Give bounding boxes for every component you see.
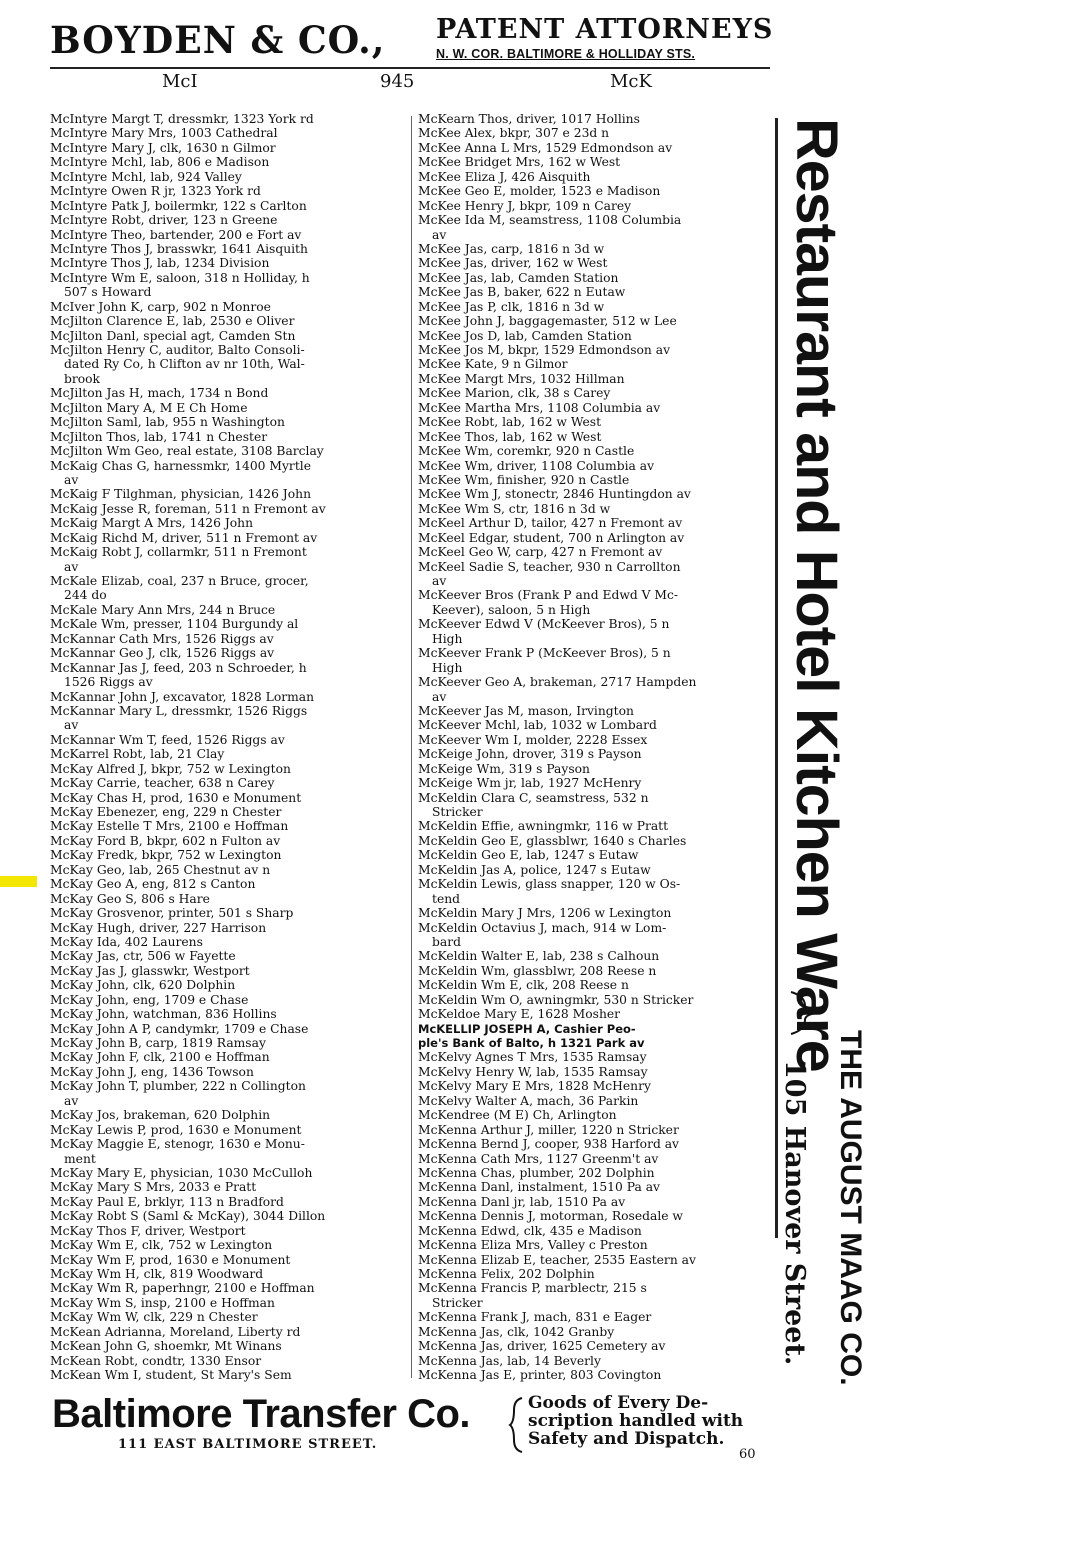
directory-entry: McKean Adrianna, Moreland, Liberty rd: [50, 1324, 301, 1339]
directory-entry: 1526 Riggs av: [64, 675, 153, 690]
directory-entry: McKee Wm J, stonectr, 2846 Huntingdon av: [418, 487, 691, 502]
footer-brace-icon: [508, 1396, 526, 1454]
directory-entry: McKee Alex, bkpr, 307 e 23d n: [418, 126, 610, 141]
directory-entry: McKenna Jas, driver, 1625 Cemetery av: [418, 1339, 666, 1354]
directory-entry: McJilton Clarence E, lab, 2530 e Oliver: [50, 314, 295, 329]
directory-entry: McKay Alfred J, bkpr, 752 w Lexington: [50, 761, 291, 776]
directory-entry: McKenna Francis P, marblectr, 215 s: [418, 1281, 647, 1296]
directory-entry: McKeel Sadie S, teacher, 930 n Carrollton: [418, 559, 681, 574]
directory-entry: McKeel Geo W, carp, 427 n Fremont av: [418, 545, 663, 560]
directory-entry: McKay John, watchman, 836 Hollins: [50, 1007, 277, 1022]
directory-entry: McKannar Jas J, feed, 203 n Schroeder, h: [50, 660, 307, 675]
directory-entry: McIntyre Owen R jr, 1323 York rd: [50, 184, 261, 199]
directory-entry: McKee Henry J, bkpr, 109 n Carey: [418, 198, 632, 213]
directory-entry: McIntyre Patk J, boilermkr, 122 s Carlton: [50, 198, 307, 213]
directory-entry: McKay Ford B, bkpr, 602 n Fulton av: [50, 833, 281, 848]
column-divider: [411, 116, 412, 1378]
directory-entry: McKay John B, carp, 1819 Ramsay: [50, 1036, 266, 1050]
directory-entry: McIntyre Margt T, dressmkr, 1323 York rd: [50, 112, 314, 126]
directory-entry: McKay John J, eng, 1436 Towson: [50, 1064, 254, 1079]
directory-entry: McKay Jas J, glasswkr, Westport: [50, 963, 250, 978]
directory-entry: tend: [432, 891, 461, 906]
directory-entry: McKeldoe Mary E, 1628 Mosher: [418, 1007, 621, 1022]
directory-entry: McKelvy Agnes T Mrs, 1535 Ramsay: [418, 1050, 647, 1065]
directory-entry: McKay Hugh, driver, 227 Harrison: [50, 920, 267, 935]
directory-entry: McKee John J, baggagemaster, 512 w Lee: [418, 314, 677, 329]
directory-entry: McKee Jos M, bkpr, 1529 Edmondson av: [418, 343, 671, 357]
directory-entry: av: [432, 227, 447, 242]
directory-entry: McKay Wm F, prod, 1630 e Monument: [50, 1252, 291, 1267]
directory-entry: McKay Geo A, eng, 812 s Canton: [50, 877, 256, 892]
directory-entry: McKay Wm S, insp, 2100 e Hoffman: [50, 1295, 275, 1310]
directory-entry: bard: [432, 934, 461, 949]
directory-entry: McKenna Eliza Mrs, Valley c Preston: [418, 1238, 648, 1253]
directory-entry: McKenna Elizab E, teacher, 2535 Eastern av: [418, 1252, 696, 1267]
left-column: [50, 112, 422, 1383]
directory-entry: McKelvy Henry W, lab, 1535 Ramsay: [418, 1064, 648, 1079]
guide-right: McK: [610, 71, 652, 92]
directory-entry: McKee Bridget Mrs, 162 w West: [418, 155, 621, 170]
directory-entry: McKee Jas P, clk, 1816 n 3d w: [418, 299, 605, 314]
directory-entry: McKee Kate, 9 n Gilmor: [418, 357, 568, 372]
directory-entry: McIver John K, carp, 902 n Monroe: [50, 299, 271, 314]
directory-entry: McKay Grosvenor, printer, 501 s Sharp: [50, 906, 294, 921]
directory-entry: McKay Geo, lab, 265 Chestnut av n: [50, 862, 271, 877]
directory-entry: McJilton Jas H, mach, 1734 n Bond: [50, 386, 269, 401]
directory-entry: McKeldin Wm E, clk, 208 Reese n: [418, 978, 629, 993]
directory-entry: McJilton Henry C, auditor, Balto Consoli-: [50, 343, 305, 357]
directory-entry: McKay Maggie E, stenogr, 1630 e Monu-: [50, 1137, 305, 1152]
directory-entry: McKay Paul E, brklyr, 113 n Bradford: [50, 1194, 284, 1209]
directory-entry: 244 do: [64, 588, 107, 603]
directory-entry: McKee Eliza J, 426 Aisquith: [418, 169, 591, 184]
directory-entry: McKay Mary S Mrs, 2033 e Pratt: [50, 1180, 257, 1195]
directory-entry: McJilton Mary A, M E Ch Home: [50, 400, 248, 415]
directory-entry: McKeige John, drover, 319 s Payson: [418, 747, 642, 762]
directory-entry: McKee Geo E, molder, 1523 e Madison: [418, 184, 661, 199]
directory-entry: McKeldin Geo E, lab, 1247 s Eutaw: [418, 848, 639, 863]
directory-entry: McKay Wm R, paperhngr, 2100 e Hoffman: [50, 1281, 315, 1296]
ad-border: [775, 118, 778, 1238]
guide-left: McI: [162, 71, 198, 92]
directory-entry: McKeever Mchl, lab, 1032 w Lombard: [418, 718, 657, 733]
directory-entry: McJilton Thos, lab, 1741 n Chester: [50, 429, 268, 444]
directory-entry: McKenna Cath Mrs, 1127 Greenm't av: [418, 1151, 659, 1166]
directory-entry: McKeldin Effie, awningmkr, 116 w Pratt: [418, 819, 669, 834]
side-ad-main: Restaurant and Hotel Kitchen Ware: [784, 118, 849, 1072]
directory-entry: McKaig Richd M, driver, 511 n Fremont av: [50, 530, 318, 545]
directory-entry: McKeldin Clara C, seamstress, 532 n: [418, 790, 649, 805]
directory-entry: McKeever Bros (Frank P and Edwd V Mc-: [418, 588, 679, 603]
directory-entry: McKaig Jesse R, foreman, 511 n Fremont av: [50, 501, 326, 516]
directory-entry: McKay Fredk, bkpr, 752 w Lexington: [50, 848, 282, 863]
directory-entry: McKelvy Mary E Mrs, 1828 McHenry: [418, 1079, 651, 1094]
directory-entry: McKay Jas, ctr, 506 w Fayette: [50, 949, 236, 964]
footer-goods-line-3: Safety and Dispatch.: [528, 1429, 725, 1449]
firm-name: BOYDEN & CO.,: [50, 18, 386, 62]
header-rule: [50, 67, 770, 69]
directory-entry: McKee Jos D, lab, Camden Station: [418, 328, 632, 343]
directory-entry: McKay Wm W, clk, 229 n Chester: [50, 1310, 258, 1325]
directory-entry: McKenna Jas E, printer, 803 Covington: [418, 1368, 662, 1383]
directory-entry: av: [432, 689, 447, 704]
highlight-marker: [0, 876, 37, 887]
directory-entry: McKee Margt Mrs, 1032 Hillman: [418, 371, 625, 386]
directory-entry: McKee Martha Mrs, 1108 Columbia av: [418, 400, 661, 415]
directory-entry: McIntyre Mary J, clk, 1630 n Gilmor: [50, 140, 276, 155]
header-address: N. W. COR. BALTIMORE & HOLLIDAY STS.: [436, 47, 696, 61]
directory-entry: McKee Marion, clk, 38 s Carey: [418, 386, 611, 401]
right-column: [418, 112, 786, 1383]
directory-entry: McKale Mary Ann Mrs, 244 n Bruce: [50, 602, 276, 617]
directory-entry: Stricker: [432, 805, 483, 819]
directory-entry: McKay Robt S (Saml & McKay), 3044 Dillon: [50, 1209, 326, 1224]
ad-brace-icon: [787, 990, 825, 1036]
directory-entry: McKee Wm, coremkr, 920 n Castle: [418, 444, 635, 459]
directory-entry: High: [432, 631, 463, 646]
directory-entry: McKeldin Geo E, glassblwr, 1640 s Charles: [418, 833, 687, 848]
directory-entry: McKenna Chas, plumber, 202 Dolphin: [418, 1165, 655, 1180]
side-ad-company: THE AUGUST MAAG CO.: [834, 1030, 867, 1386]
directory-entry: McKay Ida, 402 Laurens: [50, 934, 203, 949]
directory-entry: McKeever Wm I, molder, 2228 Essex: [418, 732, 648, 747]
directory-entry: McKay John F, clk, 2100 e Hoffman: [50, 1050, 270, 1065]
directory-entry: McKenna Arthur J, miller, 1220 n Stricker: [418, 1122, 679, 1137]
directory-entry: McKay Thos F, driver, Westport: [50, 1223, 246, 1238]
directory-entry: McKaig Margt A Mrs, 1426 John: [50, 516, 253, 531]
directory-entry: McKeldin Wm O, awningmkr, 530 n Stricker: [418, 992, 694, 1007]
directory-entry: av: [64, 1093, 79, 1108]
directory-entry: McKee Robt, lab, 162 w West: [418, 415, 602, 430]
footer-goods: [528, 1394, 788, 1448]
directory-entry: McKenna Bernd J, cooper, 938 Harford av: [418, 1137, 680, 1152]
directory-entry: McKay John A P, candymkr, 1709 e Chase: [50, 1021, 309, 1036]
directory-entry: McKee Jas, lab, Camden Station: [418, 270, 619, 285]
directory-entry: Keever), saloon, 5 n High: [432, 602, 591, 617]
directory-entry: av: [64, 718, 79, 733]
directory-entry: McKee Jas B, baker, 622 n Eutaw: [418, 285, 626, 300]
directory-entry: McKeldin Jas A, police, 1247 s Eutaw: [418, 862, 651, 877]
directory-entry: McKeldin Mary J Mrs, 1206 w Lexington: [418, 906, 672, 921]
directory-entry: McKannar Wm T, feed, 1526 Riggs av: [50, 732, 285, 747]
footer-goods-line-1: Goods of Every De-: [528, 1393, 709, 1413]
directory-entry: McKeldin Octavius J, mach, 914 w Lom-: [418, 920, 667, 935]
directory-entry: Stricker: [432, 1295, 483, 1310]
directory-entry: McKeel Edgar, student, 700 n Arlington av: [418, 530, 685, 545]
directory-entry: McKay Ebenezer, eng, 229 n Chester: [50, 805, 282, 819]
directory-entry: McKay John, clk, 620 Dolphin: [50, 978, 236, 993]
directory-entry: McKean Robt, condtr, 1330 Ensor: [50, 1353, 262, 1368]
directory-entry: McKannar John J, excavator, 1828 Lorman: [50, 689, 315, 704]
directory-entry: McKannar Geo J, clk, 1526 Riggs av: [50, 646, 275, 661]
directory-entry: McKeever Frank P (McKeever Bros), 5 n: [418, 646, 671, 661]
directory-entry: McKeever Edwd V (McKeever Bros), 5 n: [418, 617, 670, 632]
directory-entry: McKendree (M E) Ch, Arlington: [418, 1108, 617, 1123]
directory-entry: dated Ry Co, h Clifton av nr 10th, Wal-: [64, 357, 305, 372]
directory-entry: McKean John G, shoemkr, Mt Winans: [50, 1339, 282, 1354]
directory-entry: McKay Chas H, prod, 1630 e Monument: [50, 790, 302, 805]
directory-entry: McIntyre Robt, driver, 123 n Greene: [50, 213, 278, 228]
footer-goods-line-2: scription handled with: [528, 1411, 744, 1431]
directory-entry: McKean Wm I, student, St Mary's Sem: [50, 1368, 292, 1383]
directory-entry: McKee Thos, lab, 162 w West: [418, 429, 602, 444]
directory-entry: McIntyre Mary Mrs, 1003 Cathedral: [50, 126, 278, 141]
directory-entry: McKee Wm S, ctr, 1816 n 3d w: [418, 501, 611, 516]
directory-entry: McKenna Danl, instalment, 1510 Pa av: [418, 1180, 660, 1195]
directory-entry: McKay Mary E, physician, 1030 McCulloh: [50, 1165, 313, 1180]
directory-entry: McKaig Chas G, harnessmkr, 1400 Myrtle: [50, 458, 311, 473]
directory-entry: McKarrel Robt, lab, 21 Clay: [50, 747, 225, 762]
directory-entry: McKale Elizab, coal, 237 n Bruce, grocer,: [50, 574, 309, 588]
directory-entry: McKee Anna L Mrs, 1529 Edmondson av: [418, 140, 673, 155]
directory-entry: av: [432, 574, 447, 588]
directory-entry: McIntyre Theo, bartender, 200 e Fort av: [50, 227, 302, 242]
directory-entry: McKenna Dennis J, motorman, Rosedale w: [418, 1209, 683, 1224]
directory-entry: McKay Carrie, teacher, 638 n Carey: [50, 776, 275, 791]
directory-entry: McKay Wm H, clk, 819 Woodward: [50, 1267, 264, 1281]
directory-entry: McKeever Geo A, brakeman, 2717 Hampden: [418, 675, 697, 690]
footer-address: 111 EAST BALTIMORE STREET.: [118, 1437, 378, 1452]
directory-entry: McKay John, eng, 1709 e Chase: [50, 992, 249, 1007]
directory-entry: McKee Ida M, seamstress, 1108 Columbia: [418, 213, 682, 228]
directory-entry: McKeldin Wm, glassblwr, 208 Reese n: [418, 963, 657, 978]
directory-entry: McIntyre Thos J, brasswkr, 1641 Aisquith: [50, 241, 308, 256]
directory-entry: 507 s Howard: [64, 285, 152, 300]
footer-page-number: 60: [739, 1447, 756, 1462]
directory-entry: McKay John T, plumber, 222 n Collington: [50, 1079, 306, 1094]
directory-entry: brook: [64, 371, 101, 386]
directory-entry: McKeige Wm, 319 s Payson: [418, 761, 590, 776]
directory-entry: McIntyre Thos J, lab, 1234 Division: [50, 256, 270, 271]
directory-entry: McKee Jas, carp, 1816 n 3d w: [418, 241, 605, 256]
directory-entry: McKale Wm, presser, 1104 Burgundy al: [50, 617, 299, 632]
directory-entry: McKee Wm, finisher, 920 n Castle: [418, 472, 630, 487]
directory-entry: McKenna Jas, lab, 14 Beverly: [418, 1353, 601, 1368]
directory-entry: McKay Lewis P, prod, 1630 e Monument: [50, 1122, 302, 1137]
directory-entry: McKenna Edwd, clk, 435 e Madison: [418, 1223, 642, 1238]
directory-entry: McKenna Jas, clk, 1042 Granby: [418, 1324, 615, 1339]
directory-entry: McJilton Wm Geo, real estate, 3108 Barclay: [50, 444, 324, 459]
directory-entry: McKay Wm E, clk, 752 w Lexington: [50, 1238, 273, 1253]
page-number: 945: [380, 71, 415, 92]
directory-entry: McKee Wm, driver, 1108 Columbia av: [418, 458, 655, 473]
directory-entry: McKeige Wm jr, lab, 1927 McHenry: [418, 776, 642, 791]
directory-entry: McIntyre Mchl, lab, 806 e Madison: [50, 155, 270, 170]
directory-entry: McKeldin Walter E, lab, 238 s Calhoun: [418, 949, 660, 964]
directory-entry: McKenna Felix, 202 Dolphin: [418, 1267, 595, 1281]
directory-entry: McKay Jos, brakeman, 620 Dolphin: [50, 1108, 271, 1123]
directory-entry: ple's Bank of Balto, h 1321 Park av: [418, 1036, 645, 1050]
directory-entry: McKeel Arthur D, tailor, 427 n Fremont av: [418, 516, 683, 531]
directory-entry: McKeever Jas M, mason, Irvington: [418, 703, 634, 718]
directory-entry: McKearn Thos, driver, 1017 Hollins: [418, 112, 640, 126]
directory-entry: High: [432, 660, 463, 675]
directory-entry: McKay Estelle T Mrs, 2100 e Hoffman: [50, 819, 289, 834]
directory-entry: McJilton Danl, special agt, Camden Stn: [50, 328, 296, 343]
directory-entry: McKannar Mary L, dressmkr, 1526 Riggs: [50, 703, 308, 718]
directory-entry: av: [64, 559, 79, 574]
footer-company: Baltimore Transfer Co.: [52, 1392, 471, 1436]
directory-entry: McKay Geo S, 806 s Hare: [50, 891, 210, 906]
header-title: PATENT ATTORNEYS: [436, 14, 774, 45]
directory-entry: McKelvy Walter A, mach, 36 Parkin: [418, 1093, 639, 1108]
directory-entry: McIntyre Wm E, saloon, 318 n Holliday, h: [50, 270, 310, 285]
directory-entry: McKenna Danl jr, lab, 1510 Pa av: [418, 1194, 626, 1209]
directory-entry: ment: [64, 1151, 96, 1166]
directory-entry: McKeldin Lewis, glass snapper, 120 w Os-: [418, 877, 681, 892]
side-ad-address: 105 Hanover Street.: [779, 1060, 810, 1366]
directory-entry: McKenna Frank J, mach, 831 e Eager: [418, 1310, 652, 1325]
directory-entry: McKaig F Tilghman, physician, 1426 John: [50, 487, 311, 502]
directory-entry: McKannar Cath Mrs, 1526 Riggs av: [50, 631, 274, 646]
directory-entry: McKELLIP JOSEPH A, Cashier Peo-: [418, 1021, 636, 1036]
directory-entry: av: [64, 472, 79, 487]
directory-entry: McKaig Robt J, collarmkr, 511 n Fremont: [50, 545, 307, 560]
directory-entry: McIntyre Mchl, lab, 924 Valley: [50, 169, 242, 184]
directory-entry: McJilton Saml, lab, 955 n Washington: [50, 415, 285, 430]
directory-entry: McKee Jas, driver, 162 w West: [418, 256, 608, 271]
